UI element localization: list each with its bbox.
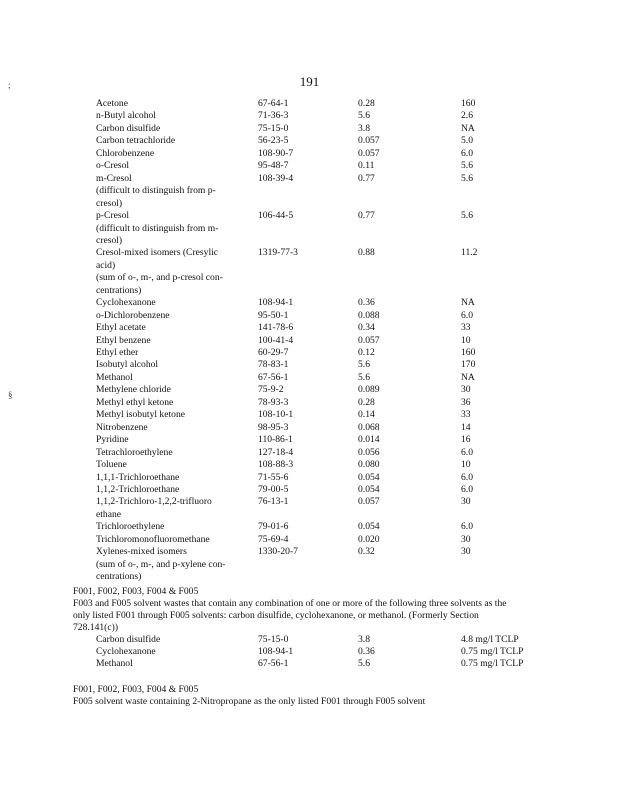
cas-number: 60-29-7 (258, 347, 289, 358)
wastewater-value: 0.057 (358, 334, 380, 346)
chemical-name: (sum of o-, m-, and p-cresol con- (96, 272, 223, 284)
nonwastewater-value: 6.0 (461, 483, 473, 495)
chemical-name: Carbon disulfide (96, 122, 161, 134)
chemical-name: Chlorobenzene (96, 147, 155, 159)
cas-number: 108-94-1 (258, 646, 294, 657)
cas-number: 78-83-1 (258, 359, 289, 371)
wastewater-value: 0.32 (358, 546, 375, 558)
nonwastewater-value: 10 (461, 459, 471, 471)
chemical-name: Tetrachloroethylene (96, 446, 173, 458)
cas-number: 76-13-1 (258, 496, 289, 508)
wastewater-value: 0.089 (358, 384, 380, 396)
cas-number: 75-15-0 (258, 634, 289, 645)
wastewater-value: 0.054 (358, 483, 380, 495)
chemical-name: o-Cresol (96, 160, 130, 172)
cas-number: 75-15-0 (258, 122, 289, 134)
wastewater-value: 5.6 (358, 359, 370, 371)
wastewater-value: 0.088 (358, 309, 380, 321)
nonwastewater-value: 30 (461, 546, 471, 558)
page-number: 191 (299, 74, 320, 89)
cas-number: 71-36-3 (258, 110, 289, 122)
cas-number: 79-00-5 (258, 483, 289, 495)
wastewater-value: 5.6 (358, 658, 370, 669)
section-2-text: F005 solvent waste containing 2-Nitropropane as the only listed F001 through F005 solvent (73, 696, 426, 707)
chemical-name: Trichloroethylene (96, 521, 165, 533)
chemical-name: o-Dichlorobenzene (96, 309, 170, 321)
nonwastewater-value: 6.0 (461, 309, 473, 321)
nonwastewater-value: 30 (461, 384, 471, 396)
wastewater-value: 0.88 (358, 247, 375, 259)
cas-number: 98-95-3 (258, 421, 289, 433)
nonwastewater-value: NA (461, 297, 475, 309)
chemical-name: (sum of o-, m-, and p-xylene con- (96, 558, 226, 570)
nonwastewater-value: 10 (461, 334, 471, 346)
chemical-name: (difficult to distinguish from m- (96, 222, 219, 234)
wastewater-value: 0.11 (358, 160, 375, 172)
chemical-name: n-Butyl alcohol (96, 110, 156, 122)
wastewater-value: 0.057 (358, 147, 380, 159)
nonwastewater-value: 6.0 (461, 446, 473, 458)
chemical-name: Cyclohexanone (96, 297, 156, 309)
wastewater-value: 0.054 (358, 471, 380, 483)
nonwastewater-value: 30 (461, 533, 471, 545)
chemical-name: Methyl isobutyl ketone (96, 409, 185, 421)
wastewater-value: 0.12 (358, 347, 375, 358)
wastewater-value: 5.6 (358, 110, 370, 122)
chemical-name: m-Cresol (96, 172, 132, 184)
nonwastewater-value: 6.0 (461, 521, 473, 533)
nonwastewater-value: 30 (461, 496, 471, 508)
chemical-name: Ethyl ether (96, 347, 139, 358)
wastewater-value: 0.054 (358, 521, 380, 533)
wastewater-value: 0.14 (358, 409, 375, 421)
nonwastewater-value: 6.0 (461, 147, 473, 159)
wastewater-value: 5.6 (358, 371, 370, 383)
chemical-name: Ethyl acetate (96, 322, 146, 334)
wastewater-value: 0.057 (358, 496, 380, 508)
wastewater-value: 0.77 (358, 172, 375, 184)
cas-number: 127-18-4 (258, 446, 294, 458)
chemical-name: Cyclohexanone (96, 646, 156, 657)
nonwastewater-value: 2.6 (461, 110, 473, 122)
nonwastewater-value: NA (461, 122, 475, 134)
cas-number: 108-10-1 (258, 409, 294, 421)
cas-number: 78-93-3 (258, 396, 289, 408)
chemical-name: ethane (96, 508, 122, 520)
cas-number: 75-9-2 (258, 384, 284, 396)
cas-number: 106-44-5 (258, 210, 294, 222)
chemical-name: Methyl ethyl ketone (96, 396, 174, 408)
section-1-text: only listed F001 through F005 solvents: carbon disulfide, cyclohexanone, or methanol. (Formerly Section (73, 610, 479, 621)
chemical-name: 1,1,2-Trichloro-1,2,2-trifluoro (96, 496, 212, 508)
wastewater-value: 0.28 (358, 396, 375, 408)
nonwastewater-value: 6.0 (461, 471, 473, 483)
section-1-heading: F001, F002, F003, F004 & F005 (73, 586, 199, 597)
chemical-name: 1,1,2-Trichloroethane (96, 483, 180, 495)
chemical-name: (difficult to distinguish from p- (96, 185, 216, 197)
chemical-name: Methylene chloride (96, 384, 171, 396)
nonwastewater-value: 14 (461, 421, 471, 433)
nonwastewater-value: 0.75 mg/l TCLP (461, 658, 524, 669)
nonwastewater-value: 5.0 (461, 135, 473, 147)
wastewater-value: 0.068 (358, 421, 380, 433)
nonwastewater-value: 5.6 (461, 210, 473, 222)
chemical-name: cresol) (96, 197, 123, 209)
wastewater-value: 0.014 (358, 434, 380, 446)
margin-mark: § (8, 390, 13, 400)
nonwastewater-value: 160 (461, 98, 476, 109)
cas-number: 108-88-3 (258, 459, 294, 471)
chemical-name: Ethyl benzene (96, 334, 151, 346)
chemical-name: p-Cresol (96, 210, 130, 222)
chemical-name: Carbon disulfide (96, 634, 161, 645)
wastewater-value: 0.056 (358, 446, 380, 458)
chemical-name: Isobutyl alcohol (96, 359, 159, 371)
nonwastewater-value: NA (461, 371, 475, 383)
cas-number: 71-55-6 (258, 471, 289, 483)
chemical-name: Methanol (96, 658, 133, 669)
nonwastewater-value: 33 (461, 322, 471, 334)
chemical-name: 1,1,1-Trichloroethane (96, 471, 180, 483)
cas-number: 108-90-7 (258, 147, 294, 159)
cas-number: 67-64-1 (258, 98, 289, 109)
section-2-heading: F001, F002, F003, F004 & F005 (73, 684, 199, 695)
chemical-name: Toluene (96, 459, 127, 471)
cas-number: 67-56-1 (258, 371, 289, 383)
wastewater-value: 0.28 (358, 98, 375, 109)
nonwastewater-value: 16 (461, 434, 471, 446)
wastewater-value: 0.77 (358, 210, 375, 222)
cas-number: 100-41-4 (258, 334, 294, 346)
cas-number: 108-94-1 (258, 297, 294, 309)
chemical-name: Trichloromonofluoromethane (96, 533, 210, 545)
nonwastewater-value: 11.2 (461, 247, 478, 259)
cas-number: 95-50-1 (258, 309, 289, 321)
chemical-name: Xylenes-mixed isomers (96, 546, 187, 558)
wastewater-value: 0.020 (358, 533, 380, 545)
nonwastewater-value: 5.6 (461, 160, 473, 172)
cas-number: 95-48-7 (258, 160, 289, 172)
cas-number: 1319-77-3 (258, 247, 298, 259)
wastewater-value: 3.8 (358, 122, 370, 134)
cas-number: 75-69-4 (258, 533, 289, 545)
section-1-text: F003 and F005 solvent wastes that contain any combination of one or more of the following three solvents as the (73, 598, 507, 609)
chemical-name: cresol) (96, 234, 123, 246)
wastewater-value: 0.34 (358, 322, 375, 334)
chemical-name: Nitrobenzene (96, 421, 148, 433)
wastewater-value: 3.8 (358, 634, 370, 645)
margin-mark: ; (8, 80, 11, 90)
nonwastewater-value: 5.6 (461, 172, 473, 184)
cas-number: 79-01-6 (258, 521, 289, 533)
chemical-name: centrations) (96, 571, 142, 583)
cas-number: 67-56-1 (258, 658, 289, 669)
chemical-name: acid) (96, 259, 116, 271)
nonwastewater-value: 0.75 mg/l TCLP (461, 646, 524, 657)
wastewater-value: 0.36 (358, 646, 375, 657)
section-1-text: 728.141(c)) (73, 622, 119, 633)
chemical-name: Cresol-mixed isomers (Cresylic (96, 247, 219, 259)
nonwastewater-value: 160 (461, 347, 476, 358)
chemical-name: Acetone (96, 98, 128, 109)
nonwastewater-value: 36 (461, 396, 471, 408)
wastewater-value: 0.080 (358, 459, 380, 471)
cas-number: 56-23-5 (258, 135, 289, 147)
nonwastewater-value: 4.8 mg/l TCLP (461, 634, 519, 645)
cas-number: 108-39-4 (258, 172, 294, 184)
cas-number: 1330-20-7 (258, 546, 298, 558)
chemical-name: Pyridine (96, 434, 129, 446)
wastewater-value: 0.057 (358, 135, 380, 147)
cas-number: 110-86-1 (258, 434, 293, 446)
cas-number: 141-78-6 (258, 322, 294, 334)
nonwastewater-value: 33 (461, 409, 471, 421)
chemical-name: Methanol (96, 371, 133, 383)
chemical-name: centrations) (96, 284, 142, 296)
chemical-name: Carbon tetrachloride (96, 135, 176, 147)
wastewater-value: 0.36 (358, 297, 375, 309)
nonwastewater-value: 170 (461, 359, 476, 371)
